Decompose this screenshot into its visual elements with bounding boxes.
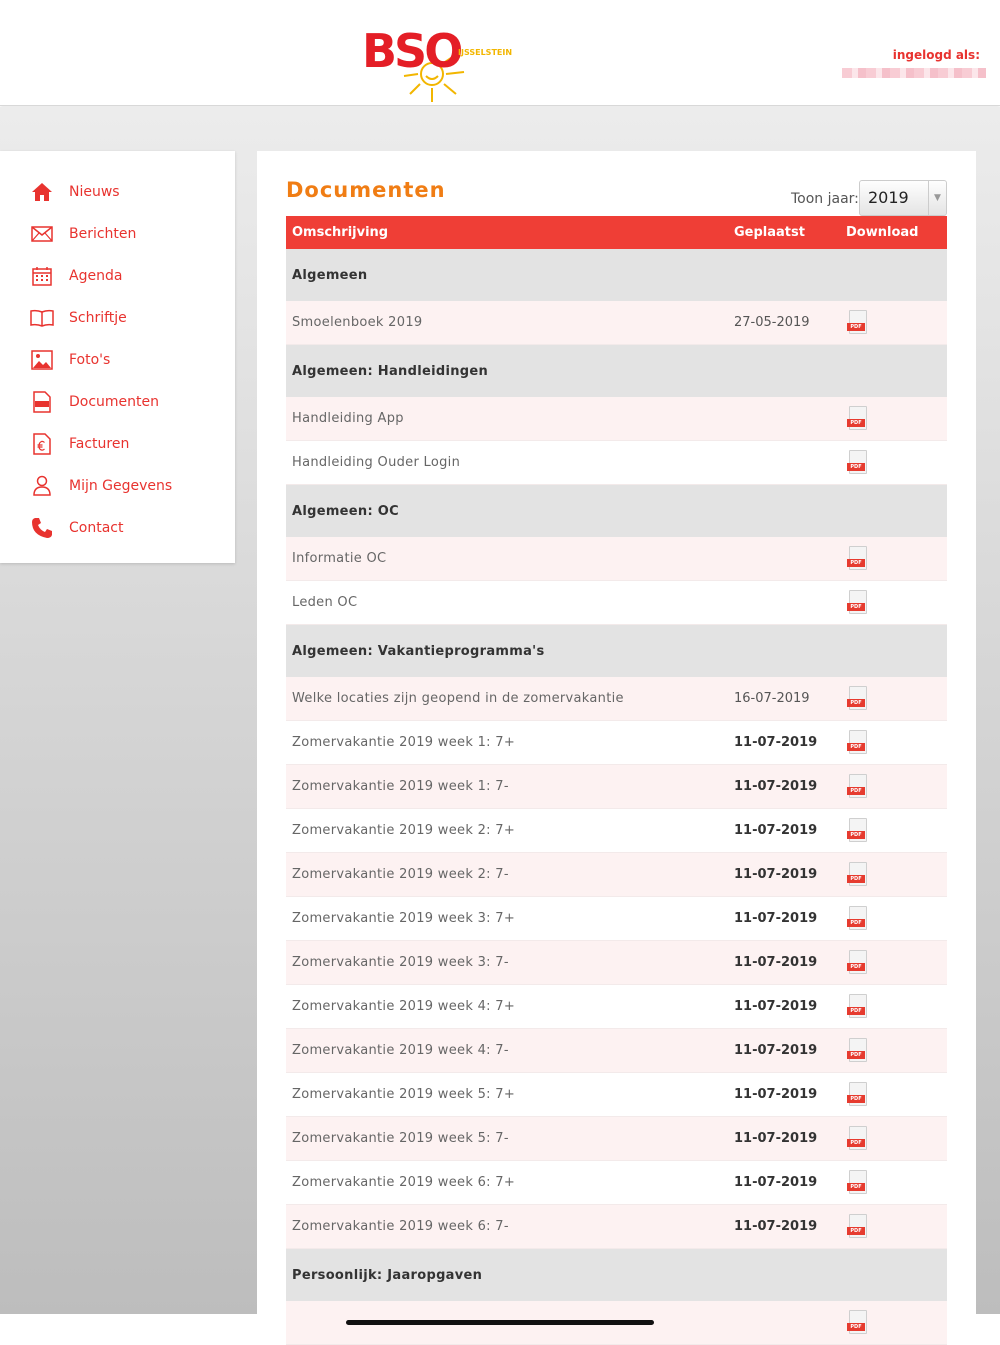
page-title: Documenten [286, 178, 446, 202]
document-description: Handleiding App [292, 411, 404, 426]
pdf-tag: PDF [847, 963, 865, 971]
table-group-row [286, 485, 947, 537]
pdf-tag: PDF [847, 699, 865, 707]
image-icon [30, 348, 54, 372]
pdf-tag: PDF [847, 875, 865, 883]
table-group-row [286, 625, 947, 677]
document-description: Welke locaties zijn geopend in de zomervakantie [292, 691, 624, 706]
logo-text: BSO [362, 24, 461, 78]
home-icon [30, 180, 54, 204]
app-header [0, 0, 1000, 106]
pdf-tag: PDF [847, 463, 865, 471]
table-row[interactable] [286, 441, 947, 485]
pdf-tag: PDF [847, 919, 865, 927]
documents-table [286, 216, 947, 1345]
document-date: 11-07-2019 [734, 1175, 818, 1190]
table-group-row [286, 1249, 947, 1301]
table-row[interactable] [286, 765, 947, 809]
group-title: Algemeen: Vakantieprogramma's [292, 644, 545, 659]
pdf-tag: PDF [847, 1007, 865, 1015]
sidebar-item-facturen[interactable] [0, 423, 235, 465]
document-description: Zomervakantie 2019 week 6: 7+ [292, 1175, 516, 1190]
document-date: 11-07-2019 [734, 1087, 818, 1102]
sidebar-item-label: Nieuws [69, 184, 120, 200]
document-date: 11-07-2019 [734, 735, 818, 750]
document-description: Informatie OC [292, 551, 387, 566]
column-header-download: Download [846, 225, 919, 240]
pdf-tag: PDF [847, 603, 865, 611]
table-row[interactable] [286, 1205, 947, 1249]
sidebar-item-label: Facturen [69, 436, 130, 452]
document-description: Zomervakantie 2019 week 4: 7- [292, 1043, 509, 1058]
document-date: 11-07-2019 [734, 1043, 818, 1058]
pdf-tag: PDF [847, 559, 865, 567]
document-description: Smoelenboek 2019 [292, 315, 423, 330]
document-description: Zomervakantie 2019 week 1: 7+ [292, 735, 516, 750]
table-row[interactable] [286, 897, 947, 941]
documents-panel [257, 151, 976, 1330]
table-row[interactable] [286, 301, 947, 345]
document-description: Zomervakantie 2019 week 3: 7+ [292, 911, 516, 926]
login-label: ingelogd als: [892, 48, 980, 62]
document-description: Zomervakantie 2019 week 1: 7- [292, 779, 509, 794]
table-row[interactable] [286, 809, 947, 853]
table-row[interactable] [286, 1161, 947, 1205]
table-row[interactable] [286, 397, 947, 441]
sidebar-item-label: Contact [69, 520, 124, 536]
table-row[interactable] [286, 677, 947, 721]
sidebar-item-schriftje[interactable] [0, 297, 235, 339]
year-select[interactable] [859, 180, 947, 216]
pdf-tag: PDF [847, 743, 865, 751]
sidebar-item-nieuws[interactable] [0, 171, 235, 213]
document-date: 27-05-2019 [734, 315, 810, 330]
document-description: Zomervakantie 2019 week 6: 7- [292, 1219, 509, 1234]
year-label: Toon jaar: [791, 191, 859, 207]
group-title: Algemeen [292, 268, 368, 283]
document-date: 11-07-2019 [734, 911, 818, 926]
sidebar-item-label: Foto's [69, 352, 111, 368]
table-header [286, 216, 947, 249]
group-title: Algemeen: OC [292, 504, 399, 519]
pdf-tag: PDF [847, 1183, 865, 1191]
pdf-tag: PDF [847, 1095, 865, 1103]
sidebar-item-label: Agenda [69, 268, 123, 284]
document-description: Handleiding Ouder Login [292, 455, 461, 470]
table-row[interactable] [286, 1029, 947, 1073]
pdf-tag: PDF [847, 1051, 865, 1059]
document-date: 16-07-2019 [734, 691, 810, 706]
document-description: Zomervakantie 2019 week 3: 7- [292, 955, 509, 970]
pdf-document-icon [30, 390, 54, 414]
document-date: 11-07-2019 [734, 867, 818, 882]
table-row[interactable] [286, 941, 947, 985]
table-row[interactable] [286, 853, 947, 897]
bso-logo[interactable] [360, 24, 513, 104]
table-group-row [286, 249, 947, 301]
document-date: 11-07-2019 [734, 955, 818, 970]
document-description: Zomervakantie 2019 week 2: 7+ [292, 823, 516, 838]
year-select-value: 2019 [868, 188, 909, 207]
group-title: Algemeen: Handleidingen [292, 364, 489, 379]
table-row[interactable] [286, 581, 947, 625]
document-description: Zomervakantie 2019 week 2: 7- [292, 867, 509, 882]
document-date: 11-07-2019 [734, 1131, 818, 1146]
pdf-tag: PDF [847, 1323, 865, 1331]
sidebar-item-documenten[interactable] [0, 381, 235, 423]
pdf-tag: PDF [847, 1227, 865, 1235]
document-date: 11-07-2019 [734, 999, 818, 1014]
table-row[interactable] [286, 1117, 947, 1161]
document-description: Zomervakantie 2019 week 4: 7+ [292, 999, 516, 1014]
sidebar-item-label: Berichten [69, 226, 137, 242]
user-icon [30, 474, 54, 498]
envelope-icon [30, 222, 54, 246]
document-date: 11-07-2019 [734, 779, 818, 794]
pdf-tag: PDF [847, 419, 865, 427]
username-redacted [842, 68, 986, 78]
euro-invoice-icon [30, 432, 54, 456]
sidebar-item-agenda[interactable] [0, 255, 235, 297]
pdf-tag: PDF [847, 323, 865, 331]
sidebar-item-berichten[interactable] [0, 213, 235, 255]
sidebar-item-label: Mijn Gegevens [69, 478, 173, 494]
pdf-tag: PDF [847, 787, 865, 795]
sidebar-item-fotos[interactable] [0, 339, 235, 381]
pdf-tag: PDF [847, 1139, 865, 1147]
document-description: Zomervakantie 2019 week 5: 7- [292, 1131, 509, 1146]
table-row[interactable] [286, 985, 947, 1029]
table-body [286, 249, 947, 1345]
home-indicator [346, 1320, 654, 1325]
calendar-icon [30, 264, 54, 288]
document-date: 11-07-2019 [734, 823, 818, 838]
pdf-tag: PDF [847, 831, 865, 839]
sidebar-item-contact[interactable] [0, 507, 235, 549]
document-date: 11-07-2019 [734, 1219, 818, 1234]
logo-subtext: IJSSELSTEIN [458, 48, 513, 57]
book-icon [30, 306, 54, 330]
column-header-omschrijving: Omschrijving [292, 225, 389, 240]
chevron-down-icon: ▼ [928, 181, 946, 215]
table-row[interactable] [286, 1073, 947, 1117]
table-row[interactable] [286, 721, 947, 765]
sidebar-item-mijn-gegevens[interactable] [0, 465, 235, 507]
group-title: Persoonlijk: Jaaropgaven [292, 1268, 483, 1283]
document-description: Leden OC [292, 595, 358, 610]
table-group-row [286, 345, 947, 397]
sidebar-item-label: Documenten [69, 394, 160, 410]
phone-icon [30, 516, 54, 540]
sidebar-item-label: Schriftje [69, 310, 127, 326]
column-header-geplaatst: Geplaatst [734, 225, 805, 240]
sidebar [0, 151, 235, 563]
document-description: Zomervakantie 2019 week 5: 7+ [292, 1087, 516, 1102]
table-row[interactable] [286, 537, 947, 581]
